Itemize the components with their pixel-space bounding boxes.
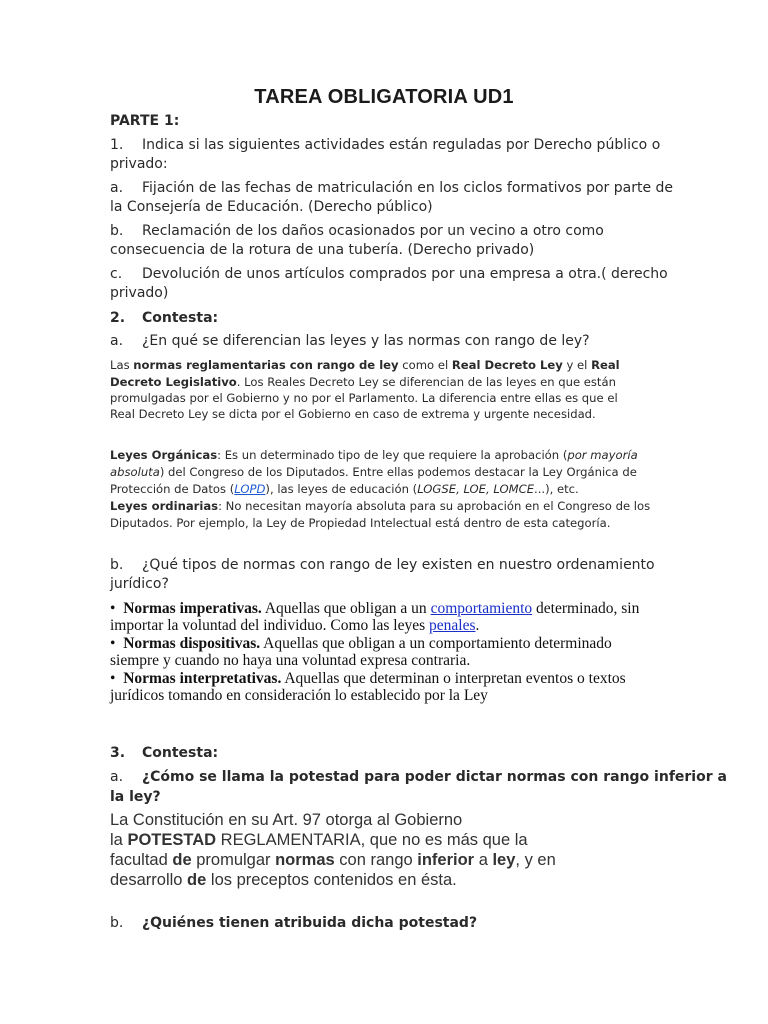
item-c-text: Devolución de unos artículos comprados por una empresa a otra.( derecho [142,266,668,282]
part1-heading: PARTE 1: [110,113,180,129]
q2a-question: ¿En qué se diferencian las leyes y las normas con rango de ley? [142,333,590,349]
imperativas-line2 [110,617,479,635]
q3-answer-bold: de [172,851,192,869]
leyes-organicas-line3 [110,482,579,496]
comportamiento-link[interactable]: comportamiento [430,600,533,617]
bullet-icon: • [110,670,116,687]
q3a-question-line2: la ley? [110,789,161,805]
q3a-question: ¿Cómo se llama la potestad para poder dictar normas con rango inferior a [142,769,727,785]
q2b-question-line1 [110,557,655,573]
q2a-question-line [110,333,590,349]
leyes-organicas-italic: por mayoría [567,448,638,462]
leyes-organicas-text: : Es un determinado tipo de ley que requiere la aprobación ( [217,448,568,462]
q3-answer-text: a [474,851,493,869]
q3-answer-line1: La Constitución en su Art. 97 otorga al Gobierno [110,811,463,829]
answer1-bold-term: Decreto Legislativo [110,375,237,389]
leyes-organicas-text: ...), etc. [534,482,579,496]
leyes-organicas-text: ) del Congreso de los Diputados. Entre ellas podemos destacar la Ley Orgánica de [159,465,637,479]
item-c-line2: privado) [110,285,169,301]
q3-answer-bold: POTESTAD [127,831,217,849]
q3-answer-bold: de [187,871,207,889]
q1-line2: privado: [110,156,168,172]
leyes-ordinarias-line1 [110,499,650,513]
document-title: TAREA OBLIGATORIA UD1 [254,86,514,108]
item-a-label: a. [110,180,124,196]
item-c-line1 [110,266,668,282]
answer1-bold-term: normas reglamentarias con rango de ley [133,358,399,372]
q3a-label: a. [110,769,124,785]
interpretativas-title: Normas interpretativas. [123,670,282,687]
q3-answer-bold: ley [492,851,516,869]
interpretativas-line2: jurídicos tomando en consideración lo establecido por la Ley [110,687,488,704]
penales-link[interactable]: penales [429,617,476,634]
q3-answer-text: desarrollo [110,871,188,889]
leyes-organicas-text: Protección de Datos ( [110,482,235,496]
leyes-organicas-text: ), las leyes de educación ( [265,482,418,496]
q3-answer-text: REGLAMENTARIA, que no es más que la [216,831,528,849]
lopd-link[interactable]: LOPD [234,482,266,496]
q3-answer-text: promulgar [191,851,276,869]
item-b-label: b. [110,223,124,239]
imperativas-text: importar la voluntad del individuo. Como las leyes [110,617,429,634]
answer1-line3: promulgadas por el Gobierno y no por el Parlamento. La diferencia entre ellas es que el [110,391,618,405]
q3-answer-text: con rango [334,851,418,869]
q3a-question-line1 [110,769,727,785]
q1-number: 1. [110,137,124,153]
imperativas-title: Normas imperativas. [123,600,262,617]
q2-heading-line [110,310,218,326]
leyes-organicas-italic: LOGSE, LOE, LOMCE [417,482,535,496]
answer1-bold-term: Real [591,358,620,372]
answer1-line2 [110,375,616,389]
item-b-line1 [110,223,604,239]
answer1-line1 [110,358,620,372]
q3-answer-line4 [110,871,457,890]
q3-answer-line2 [110,831,528,850]
q3b-question: ¿Quiénes tienen atribuida dicha potestad? [142,915,478,931]
q1-line1 [110,137,660,153]
bullet-icon: • [110,635,116,652]
leyes-ordinarias-term: Leyes ordinarias [110,499,219,513]
item-a-line2: la Consejería de Educación. (Derecho público) [110,199,433,215]
interpretativas-text: Aquellas que determinan o interpretan eventos o textos [281,670,626,687]
q2b-question-line2: jurídico? [110,576,169,592]
answer1-text: . Los Reales Decreto Ley se diferencian de las leyes en que están [236,375,616,389]
imperativas-text: determinado, sin [532,600,640,617]
q1-text: Indica si las siguientes actividades están reguladas por Derecho público o [142,137,661,153]
leyes-organicas-term: Leyes Orgánicas [110,448,218,462]
q3-answer-text: la [110,831,128,849]
item-c-label: c. [110,266,123,282]
answer1-line4: Real Decreto Ley se dicta por el Gobierno en caso de extrema y urgente necesidad. [110,407,596,421]
leyes-organicas-line1 [110,448,638,462]
leyes-ordinarias-line2: Diputados. Por ejemplo, la Ley de Propiedad Intelectual está dentro de esta categoría. [110,516,611,530]
leyes-ordinarias-text: : No necesitan mayoría absoluta para su aprobación en el Congreso de los [218,499,651,513]
q3b-question-line [110,915,477,931]
item-a-text: Fijación de las fechas de matriculación en los ciclos formativos por parte de [142,180,674,196]
answer1-text: Las [110,358,134,372]
q3-number: 3. [110,745,126,761]
item-b-text: Reclamación de los daños ocasionados por un vecino a otro como [142,223,604,239]
imperativas-text: . [475,617,480,634]
answer1-bold-term: Real Decreto Ley [451,358,563,372]
q2-heading: Contesta: [142,310,219,326]
imperativas-line1 [110,600,639,618]
q3b-label: b. [110,915,124,931]
q3-heading-line [110,745,218,761]
q3-answer-line3 [110,851,556,870]
bullet-icon: • [110,600,116,617]
q2-number: 2. [110,310,126,326]
q3-heading: Contesta: [142,745,219,761]
q2a-label: a. [110,333,124,349]
dispositivas-line2: siempre y cuando no haya una voluntad expresa contraria. [110,652,471,669]
q3-answer-text: , y en [515,851,556,869]
dispositivas-text: Aquellas que obligan a un comportamiento determinado [260,635,612,652]
q3-answer-text: los preceptos contenidos en ésta. [206,871,457,889]
interpretativas-line1 [110,670,626,688]
dispositivas-line1 [110,635,612,653]
leyes-organicas-line2 [110,465,637,479]
item-b-line2: consecuencia de la rotura de una tubería. (Derecho privado) [110,242,535,258]
dispositivas-title: Normas dispositivas. [123,635,261,652]
leyes-organicas-italic: absoluta [110,465,160,479]
item-a-line1 [110,180,673,196]
q3-answer-bold: normas [275,851,335,869]
answer1-text: y el [562,358,592,372]
imperativas-text: Aquellas que obligan a un [261,600,431,617]
q3-answer-text: facultad [110,851,173,869]
q2b-label: b. [110,557,124,573]
q3-answer-bold: inferior [417,851,475,869]
answer1-text: como el [398,358,452,372]
q2b-question: ¿Qué tipos de normas con rango de ley existen en nuestro ordenamiento [142,557,655,573]
